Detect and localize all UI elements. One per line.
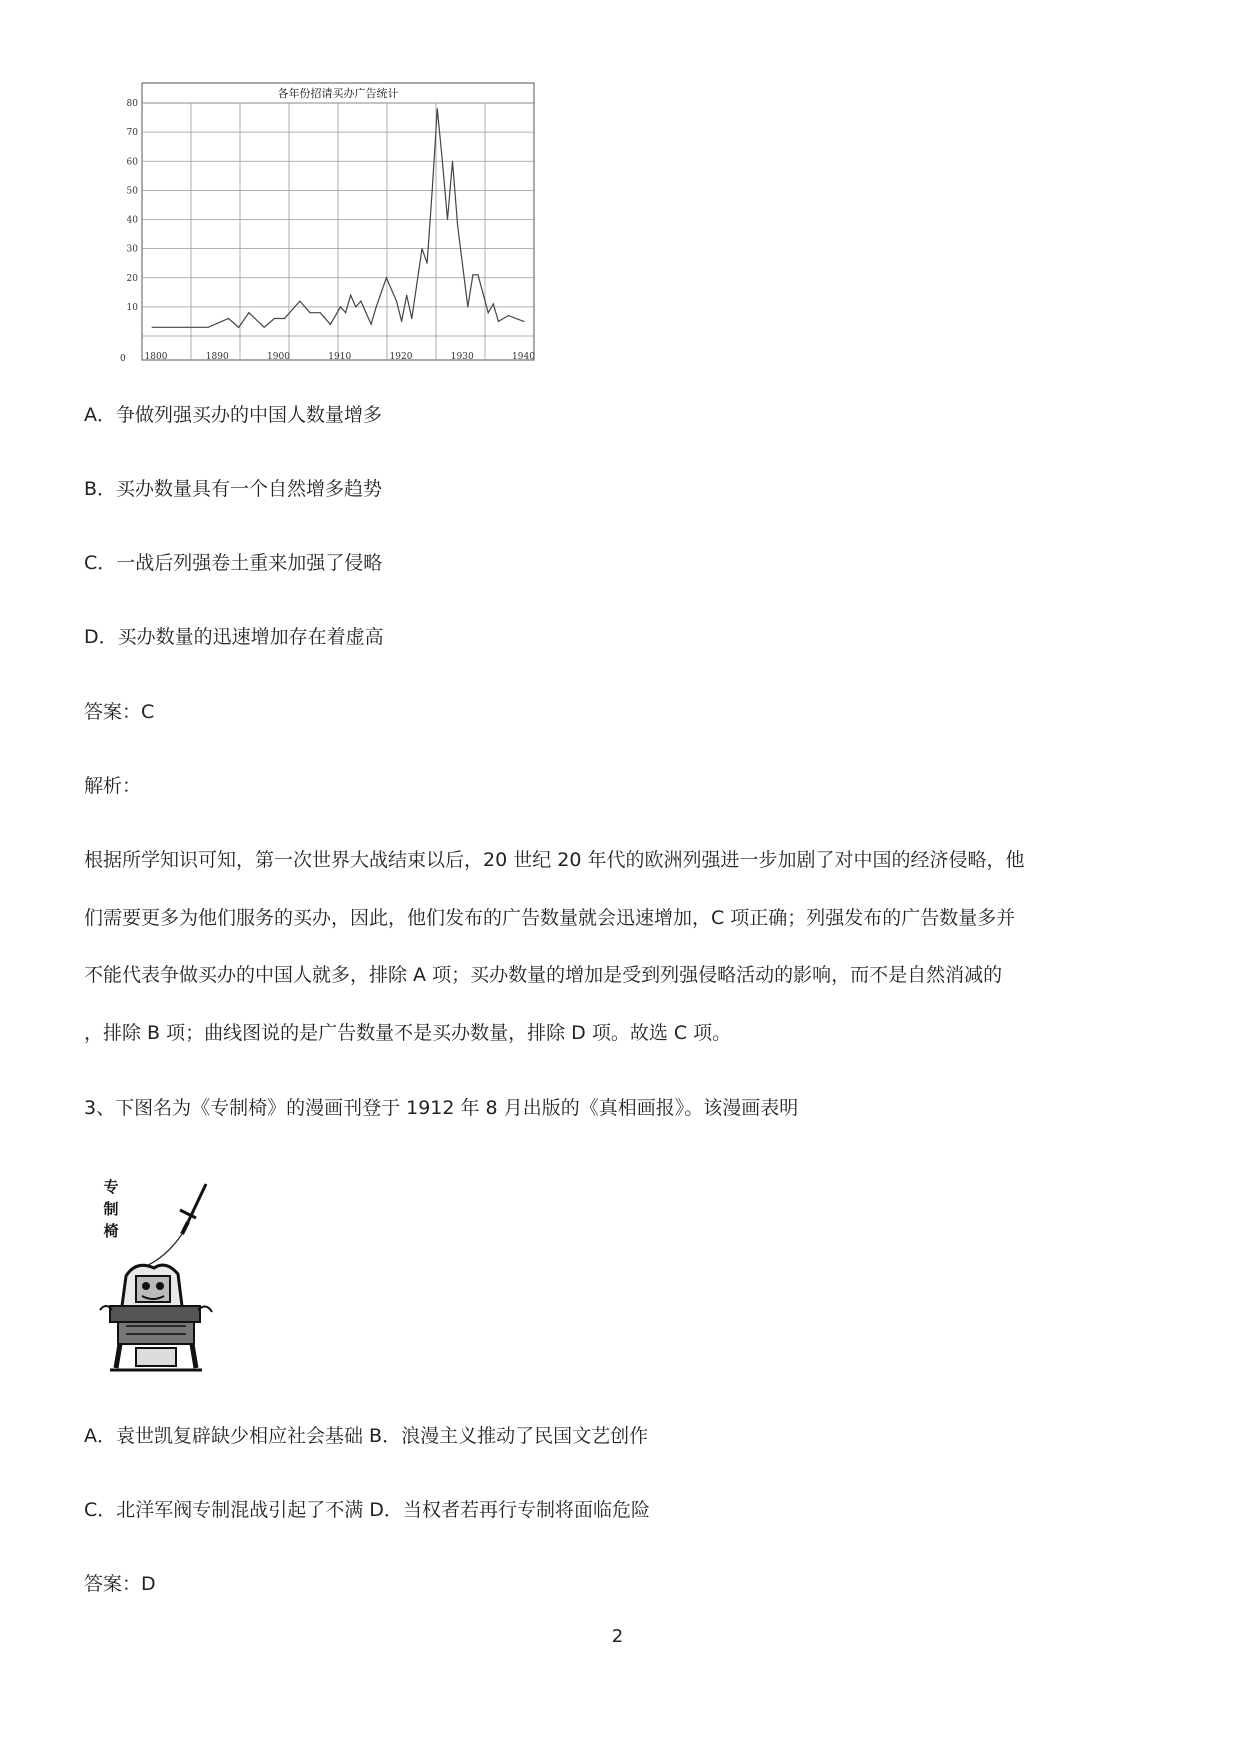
cartoon-caption-char: 制 — [103, 1200, 119, 1218]
analysis-line: 不能代表争做买办的中国人就多，排除 A 项；买办数量的增加是受到列强侵略活动的影响，而不是自然消减的 — [84, 964, 1003, 986]
data-point — [299, 300, 300, 301]
analysis-line: 根据所学知识可知，第一次世界大战结束以后，20 世纪 20 年代的欧洲列强进一步加剧了对中国的经济侵略，他 — [84, 849, 1025, 871]
data-point — [432, 190, 433, 191]
data-point — [421, 248, 422, 249]
data-point — [360, 300, 361, 301]
question-3-stem: 3、下图名为《专制椅》的漫画刊登于 1912 年 8 月出版的《真相画报》。该漫画表明 — [84, 1097, 799, 1119]
option-c: C．一战后列强卷土重来加强了侵略 — [84, 552, 383, 574]
data-point — [365, 312, 366, 313]
cartoon-caption-char: 专 — [103, 1178, 119, 1196]
sword-icon — [142, 1184, 206, 1268]
data-point — [238, 327, 239, 328]
origin-label: 0 — [120, 354, 126, 364]
y-tick-label: 30 — [126, 244, 138, 255]
data-point — [416, 283, 417, 284]
data-point — [523, 321, 524, 322]
data-point — [493, 303, 494, 304]
data-point — [447, 219, 448, 220]
answer-q2: 答案：C — [84, 701, 155, 723]
data-point — [508, 315, 509, 316]
data-point — [350, 295, 351, 296]
chart-svg — [86, 80, 542, 366]
chart-title: 各年份招请买办广告统计 — [277, 87, 399, 100]
answer-q3: 答案：D — [84, 1573, 156, 1595]
data-point — [386, 277, 387, 278]
data-point — [309, 312, 310, 313]
x-tick-label: 1800 — [144, 352, 168, 362]
data-point — [396, 300, 397, 301]
y-tick-label: 70 — [126, 128, 138, 139]
q3-options-line-1: A．袁世凯复辟缺少相应社会基础 B．浪漫主义推动了民国文艺创作 — [84, 1425, 649, 1447]
data-point — [274, 318, 275, 319]
x-tick-label: 1940 — [512, 352, 535, 362]
data-point — [187, 327, 188, 328]
data-point — [457, 225, 458, 226]
data-point — [248, 312, 249, 313]
data-point — [472, 274, 473, 275]
data-point — [437, 108, 438, 109]
q3-options-line-2: C．北洋军阀专制混战引起了不满 D．当权者若再行专制将面临危险 — [84, 1499, 650, 1521]
data-point — [467, 306, 468, 307]
chair-icon — [100, 1265, 212, 1370]
x-tick-label: 1890 — [205, 352, 229, 362]
data-point — [284, 318, 285, 319]
y-tick-label: 50 — [126, 186, 138, 197]
data-point — [330, 324, 331, 325]
data-point — [197, 327, 198, 328]
data-point — [152, 327, 153, 328]
data-point — [228, 318, 229, 319]
data-point — [406, 295, 407, 296]
data-point — [488, 312, 489, 313]
x-tick-label: 1910 — [328, 352, 352, 362]
data-point — [355, 306, 356, 307]
data-point — [345, 312, 346, 313]
data-point — [442, 161, 443, 162]
option-a: A．争做列强买办的中国人数量增多 — [84, 404, 382, 426]
data-point — [208, 327, 209, 328]
y-tick-label: 80 — [126, 99, 138, 109]
data-point — [411, 318, 412, 319]
data-point — [426, 263, 427, 264]
data-point — [498, 321, 499, 322]
data-point — [320, 312, 321, 313]
analysis-text — [84, 832, 1154, 1062]
cartoon-caption-char: 椅 — [103, 1222, 119, 1240]
analysis-line: ，排除 B 项；曲线图说的是广告数量不是买办数量，排除 D 项。故选 C 项。 — [84, 1021, 732, 1044]
tick-layer — [120, 99, 535, 364]
data-point — [376, 306, 377, 307]
y-tick-label: 20 — [126, 273, 138, 284]
x-tick-label: 1930 — [450, 352, 474, 362]
x-tick-label: 1920 — [389, 352, 413, 362]
page-number: 2 — [611, 1626, 624, 1647]
advertisement-line-chart — [86, 80, 542, 366]
despotic-chair-cartoon — [96, 1176, 226, 1376]
data-point — [370, 324, 371, 325]
data-point — [452, 161, 453, 162]
x-tick-label: 1900 — [267, 352, 290, 362]
chair-drawing — [96, 1176, 226, 1376]
analysis-label: 解析： — [84, 775, 142, 797]
data-point — [401, 321, 402, 322]
y-tick-label: 40 — [126, 215, 138, 226]
y-tick-label: 60 — [126, 157, 138, 168]
option-d: D．买办数量的迅速增加存在着虚高 — [84, 626, 384, 648]
data-point — [264, 327, 265, 328]
data-point — [477, 274, 478, 275]
data-point — [340, 306, 341, 307]
grid-layer — [142, 103, 534, 360]
y-tick-label: 10 — [126, 302, 138, 313]
option-b: B．买办数量具有一个自然增多趋势 — [84, 478, 383, 500]
analysis-line: 们需要更多为他们服务的买办，因此，他们发布的广告数量就会迅速增加，C 项正确；列强发布的广告数量多并 — [84, 906, 1016, 929]
